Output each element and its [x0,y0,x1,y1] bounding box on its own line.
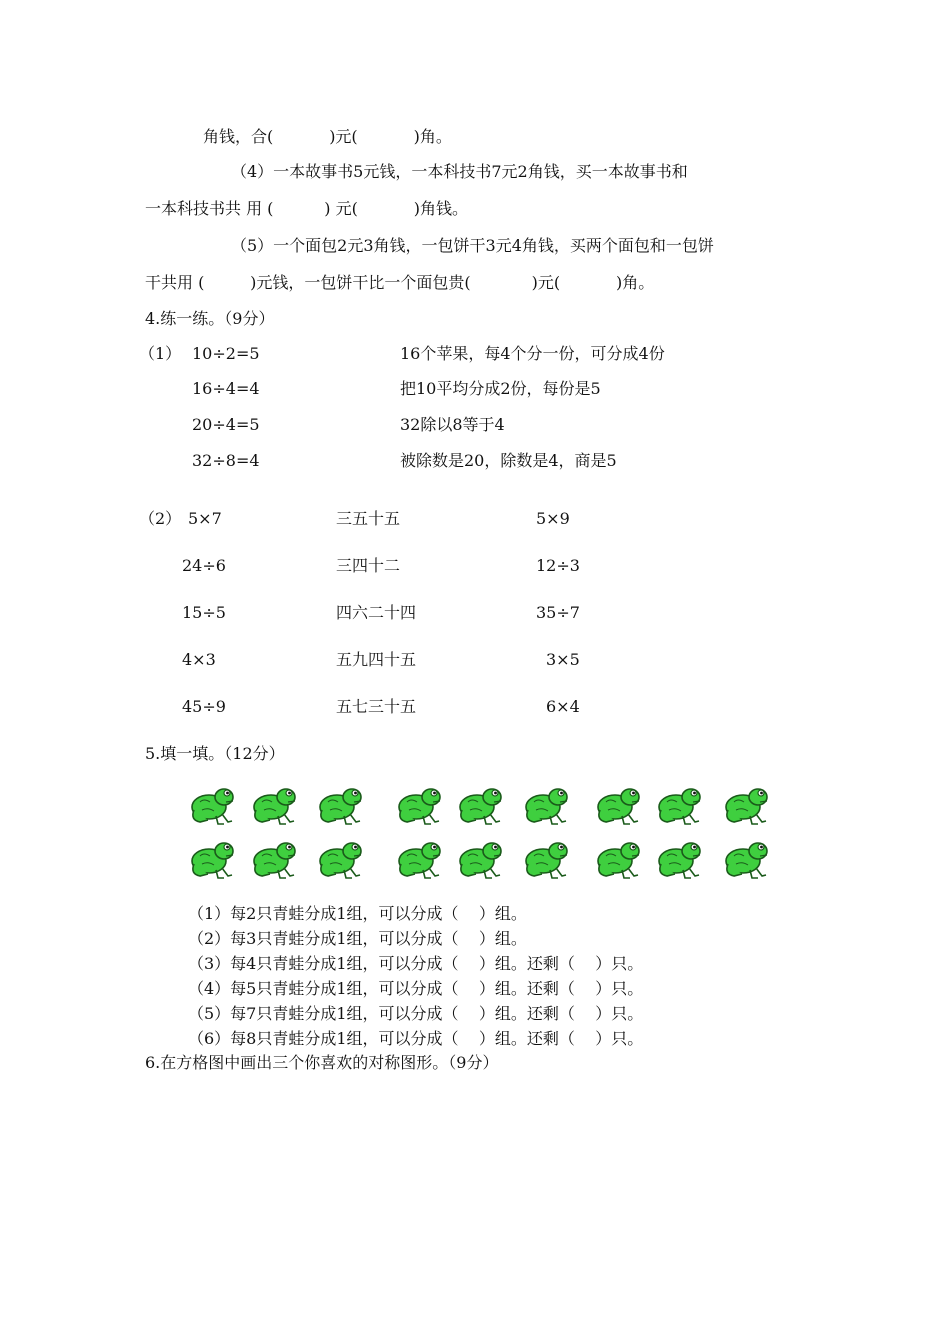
q4-part2-col2-4: 五九四十五 [336,650,417,669]
frog-icon [456,834,504,882]
frog-icon [722,834,770,882]
q4-part2-col3-3: 35÷7 [536,603,580,622]
q4-part2-col2-5: 五七三十五 [336,697,417,716]
q3-line-2: （4）一本故事书5元钱，一本科技书7元2角钱，买一本故事书和 [231,162,688,181]
q4-part2-col1-5: 45÷9 [182,697,226,716]
q3-line-1: 角钱，合( )元( )角。 [203,127,452,146]
frog-icon [316,780,364,828]
q5-item-3: （3）每4只青蛙分成1组，可以分成（ ）组。还剩（ ）只。 [188,954,644,973]
q4-part2-col2-3: 四六二十四 [336,603,417,622]
frog-icon [188,834,236,882]
frog-icon [594,834,642,882]
q5-item-6: （6）每8只青蛙分成1组，可以分成（ ）组。还剩（ ）只。 [188,1029,644,1048]
q3-line-5: 干共用 ( )元钱，一包饼干比一个面包贵( )元( )角。 [145,273,655,292]
q4-part1-left-1: 10÷2=5 [192,344,260,363]
q4-part2-col2-1: 三五十五 [336,509,401,528]
frog-icon [395,780,443,828]
q4-part2-col2-2: 三四十二 [336,556,401,575]
q4-part1-label: （1） [139,344,182,363]
frog-icon [522,780,570,828]
q4-part2-col1-4: 4×3 [182,650,216,669]
q4-part2-col3-5: 6×4 [546,697,580,716]
frog-icon [250,834,298,882]
q4-part2-label: （2） [139,509,182,528]
q4-title: 4.练一练。（9分） [145,309,275,328]
q5-item-5: （5）每7只青蛙分成1组，可以分成（ ）组。还剩（ ）只。 [188,1004,644,1023]
frog-icon [250,780,298,828]
frog-icon [456,780,504,828]
q4-part2-col1-1: 5×7 [188,509,222,528]
q5-title: 5.填一填。（12分） [145,744,285,763]
q4-part2-col3-1: 5×9 [536,509,570,528]
frog-icon [395,834,443,882]
q4-part1-right-3: 32除以8等于4 [400,415,505,434]
frog-icon [655,834,703,882]
q3-line-4: （5）一个面包2元3角钱，一包饼干3元4角钱，买两个面包和一包饼 [231,236,714,255]
frog-icon [188,780,236,828]
frog-icon [655,780,703,828]
q5-item-1: （1）每2只青蛙分成1组，可以分成（ ）组。 [188,904,527,923]
frog-icon [722,780,770,828]
frog-icon [594,780,642,828]
q5-item-4: （4）每5只青蛙分成1组，可以分成（ ）组。还剩（ ）只。 [188,979,644,998]
q4-part1-right-2: 把10平均分成2份，每份是5 [400,379,601,398]
q4-part1-left-4: 32÷8=4 [192,451,260,470]
q5-item-2: （2）每3只青蛙分成1组，可以分成（ ）组。 [188,929,527,948]
q3-line-3: 一本科技书共 用 ( ) 元( )角钱。 [145,199,469,218]
q4-part2-col3-2: 12÷3 [536,556,580,575]
frog-icon [522,834,570,882]
q4-part2-col1-2: 24÷6 [182,556,226,575]
q4-part2-col3-4: 3×5 [546,650,580,669]
q4-part1-left-3: 20÷4=5 [192,415,260,434]
q4-part1-left-2: 16÷4=4 [192,379,260,398]
q4-part1-right-4: 被除数是20，除数是4，商是5 [400,451,617,470]
q4-part1-right-1: 16个苹果，每4个分一份，可分成4份 [400,344,665,363]
frog-icon [316,834,364,882]
q6-title: 6.在方格图中画出三个你喜欢的对称图形。（9分） [145,1053,499,1072]
q4-part2-col1-3: 15÷5 [182,603,226,622]
